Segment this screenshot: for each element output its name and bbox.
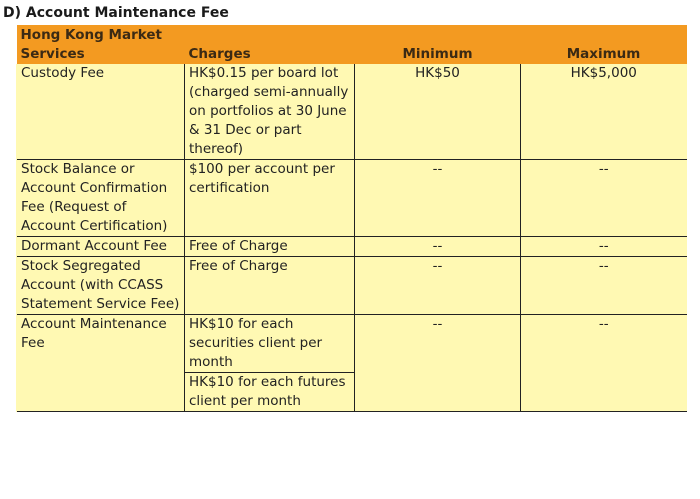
charge-cell: [185, 315, 355, 412]
header-minimum: Minimum: [355, 25, 521, 64]
minimum-cell: HK$50: [355, 64, 521, 160]
fee-table: [16, 25, 687, 412]
minimum-cell: --: [355, 160, 521, 237]
service-cell: Dormant Account Fee: [17, 237, 185, 257]
charge-futures: HK$10 for each futures client per month: [189, 374, 346, 409]
minimum-cell: --: [355, 257, 521, 315]
table-row: [17, 257, 687, 315]
table-row: [17, 160, 687, 237]
minimum-cell: --: [355, 237, 521, 257]
header-row: [17, 25, 687, 64]
maximum-cell: HK$5,000: [521, 64, 687, 160]
maximum-cell: --: [521, 257, 687, 315]
charge-cell: Free of Charge: [185, 237, 355, 257]
service-cell: Stock Balance or Account Confirmation Fee (Request of Account Certification): [17, 160, 185, 237]
maximum-cell: --: [521, 315, 687, 412]
minimum-cell: --: [355, 315, 521, 412]
header-maximum: Maximum: [521, 25, 687, 64]
charge-cell: HK$0.15 per board lot (charged semi-annually on portfolios at 30 June & 31 Dec or part thereof): [185, 64, 355, 160]
charge-cell: $100 per account per certification: [185, 160, 355, 237]
section-title: D) Account Maintenance Fee: [3, 5, 229, 21]
header-charges: Charges: [185, 25, 355, 64]
header-services: Hong Kong Market Services: [17, 25, 185, 64]
maximum-cell: --: [521, 160, 687, 237]
charge-securities: HK$10 for each securities client per month: [185, 315, 354, 373]
table-row: [17, 315, 687, 412]
table-row: [17, 237, 687, 257]
table-row: [17, 64, 687, 160]
service-cell: Stock Segregated Account (with CCASS Statement Service Fee): [17, 257, 185, 315]
maximum-cell: --: [521, 237, 687, 257]
service-cell: Account Maintenance Fee: [17, 315, 185, 412]
service-cell: Custody Fee: [17, 64, 185, 160]
charge-cell: Free of Charge: [185, 257, 355, 315]
